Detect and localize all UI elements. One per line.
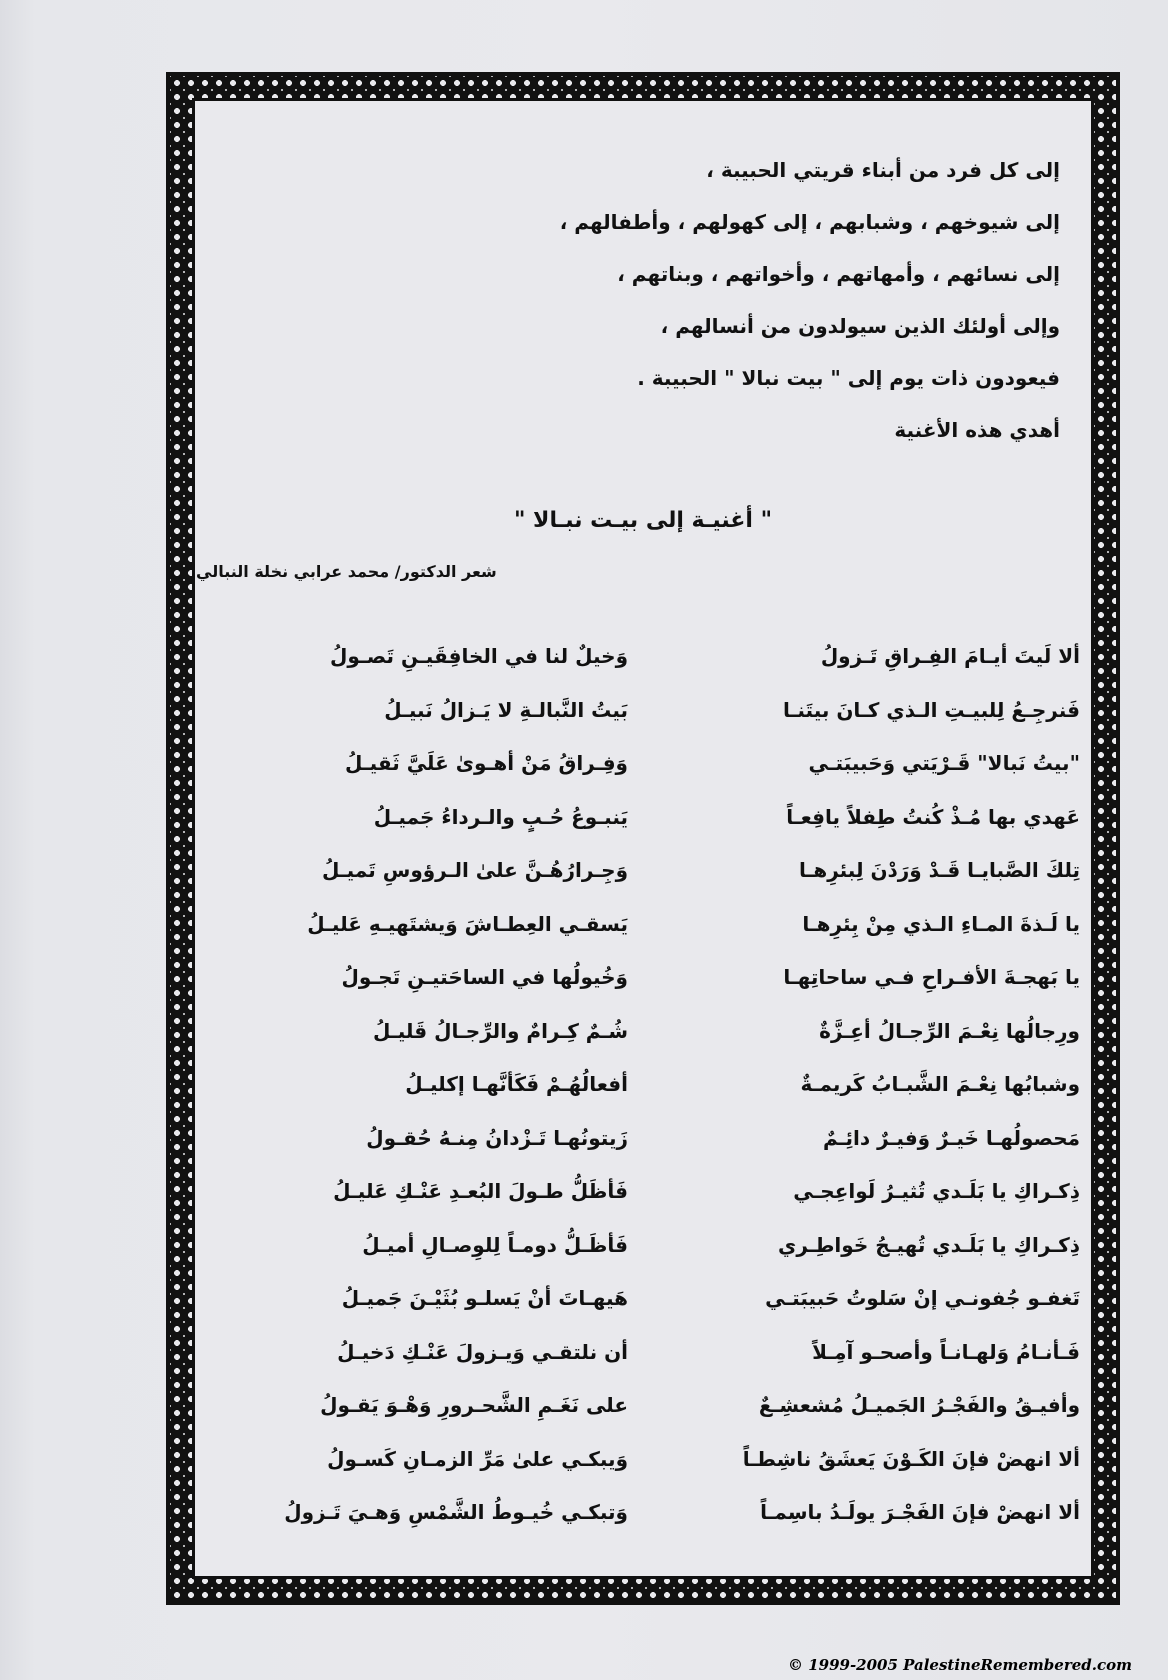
- verse-first-hemistich: فَـأنـامُ وَلهـانـاً وأصحـو آمِـلاً: [812, 1339, 1080, 1364]
- verse-second-hemistich: شُـمٌ كِـرامٌ والرِّجـالُ قَليـلُ: [373, 1018, 628, 1043]
- verse-first-hemistich: ورِجالُها نِعْـمَ الرِّجـالُ أعِـزَّةٌ: [819, 1018, 1080, 1043]
- verse-first-hemistich: عَهدي بها مُـذْ كُنتُ طِفلاً يافِعـاً: [786, 804, 1080, 829]
- verse-first-hemistich: ألا لَيتَ أيـامَ الفِـراقِ تَـزولُ: [820, 644, 1080, 668]
- verse-second-hemistich: وَجِـرارُهُـنَّ علىٰ الـرؤوسِ تَميـلُ: [321, 858, 628, 882]
- verse-second-hemistich: بَيتُ النَّبالـةِ لا يَـزالُ نَبيـلُ: [384, 697, 628, 722]
- verse-row: [196, 1165, 1090, 1219]
- verse-first-hemistich: ألا انهضْ فإنَ الكَـوْنَ يَعشَقُ ناشِطـاً: [742, 1446, 1080, 1471]
- verse-row: [196, 951, 1090, 1005]
- verse-second-hemistich: فَأظَـلُّ دومـاً لِلوِصـالِ أميـلُ: [362, 1232, 628, 1257]
- verse-first-hemistich: تِلكَ الصَّبايـا قَـدْ وَرَدْنَ لِبئرِهـا: [798, 858, 1080, 882]
- dedication-line: إلى كل فرد من أبناء قريتي الحبيبة ،: [706, 158, 1060, 182]
- verse-second-hemistich: وَخيلٌ لنا في الخافِقَيـنِ تَصـولُ: [330, 644, 628, 668]
- verse-row: [196, 844, 1090, 898]
- verse-second-hemistich: وَتبكـي خُيـوطُ الشَّمْسِ وَهـيَ تَـزولُ: [284, 1500, 628, 1524]
- verse-row: [196, 1486, 1090, 1540]
- verse-first-hemistich: وأفيـقُ والفَجْـرُ الجَميـلُ مُشعشِـعٌ: [758, 1393, 1080, 1417]
- verse-first-hemistich: ذِكـراكِ يا بَلَـدي تُهيـجُ خَواطِـري: [777, 1232, 1080, 1257]
- verse-row: [196, 1326, 1090, 1380]
- dedication-text: [360, 144, 1060, 456]
- dedication-line: وإلى أولئك الذين سيولدون من أنسالهم ،: [660, 314, 1060, 338]
- verse-second-hemistich: يَسقـي العِطـاشَ وَيشتَهيـهِ عَليـلُ: [307, 911, 628, 936]
- verse-first-hemistich: "بيتُ نَبالا" قَـرْيَتي وَحَبيبَتـي: [808, 751, 1080, 775]
- dedication-line: إلى نسائهم ، وأمهاتهم ، وأخواتهم ، وبناتهم ،: [617, 262, 1060, 286]
- poem-title: " أغنيـة إلى بيـت نبـالا ": [513, 508, 773, 533]
- verse-second-hemistich: أن نلتقـي وَيـزولَ عَنْـكِ دَخيـلُ: [337, 1339, 628, 1364]
- verse-second-hemistich: هَيهـاتَ أنْ يَسلـو بُثَيْـنَ جَميـلُ: [341, 1286, 628, 1310]
- verse-row: [196, 898, 1090, 952]
- verse-second-hemistich: على نَغَـمِ الشَّحـرورِ وَهْـوَ يَقـولُ: [320, 1393, 628, 1417]
- poem-author: [196, 562, 1026, 581]
- verse-row: [196, 1219, 1090, 1273]
- verse-second-hemistich: وَفِـراقُ مَنْ أهـوىٰ عَلَيَّ ثَقيـلُ: [344, 751, 628, 775]
- verse-first-hemistich: وشبابُها نِعْـمَ الشَّبـابُ كَريمـةٌ: [800, 1072, 1080, 1096]
- poem-author-text: شعر الدكتور/ محمد عرابي نخلة النبالي: [196, 562, 497, 581]
- poem-verses: [196, 630, 1090, 1540]
- verse-row: [196, 1379, 1090, 1433]
- verse-row: [196, 684, 1090, 738]
- dedication-line: فيعودون ذات يوم إلى " بيت نبالا " الحبيبة .: [637, 366, 1060, 390]
- copyright-notice: © 1999-2005 PalestineRemembered.com: [787, 1656, 1132, 1674]
- verse-first-hemistich: فَنرجِـعُ لِلبيـتِ الـذي كـانَ بيتَنـا: [783, 697, 1080, 722]
- dedication-line: أهدي هذه الأغنية: [894, 418, 1060, 442]
- dedication-line: إلى شيوخهم ، وشبابهم ، إلى كهولهم ، وأطفالهم ،: [559, 210, 1060, 234]
- verse-row: [196, 630, 1090, 684]
- verse-row: [196, 1433, 1090, 1487]
- verse-second-hemistich: زَيتونُهـا تَـزْدانُ مِنـهُ حُقـولُ: [366, 1125, 628, 1150]
- verse-row: [196, 737, 1090, 791]
- verse-second-hemistich: وَخُيولُها في الساحَتيـنِ تَجـولُ: [341, 965, 628, 989]
- verse-row: [196, 1058, 1090, 1112]
- page-content: [196, 100, 1090, 1577]
- verse-row: [196, 1005, 1090, 1059]
- verse-first-hemistich: تَغفـو جُفونـي إنْ سَلوتُ حَبيبَتـي: [765, 1286, 1080, 1310]
- verse-first-hemistich: ذِكـراكِ يا بَلَـدي تُثيـرُ لَواعِجـي: [793, 1179, 1080, 1203]
- verse-first-hemistich: يا بَهجـةَ الأفـراحِ فـي ساحاتِهـا: [783, 965, 1080, 989]
- verse-second-hemistich: وَيبكـي علىٰ مَرِّ الزمـانِ كَسـولُ: [327, 1446, 628, 1471]
- verse-second-hemistich: فَأظَلُّ طـولَ البُعـدِ عَنْـكِ عَليـلُ: [333, 1179, 628, 1203]
- verse-first-hemistich: مَحصولُهـا خَيـرٌ وَفيـرٌ دائِـمٌ: [823, 1125, 1080, 1150]
- verse-row: [196, 1272, 1090, 1326]
- verse-second-hemistich: يَنبـوعُ حُـبٍ والـرداءُ جَميـلُ: [373, 804, 628, 829]
- verse-first-hemistich: يا لَـذةَ المـاءِ الـذي مِنْ بِئرِهـا: [802, 911, 1080, 936]
- verse-first-hemistich: ألا انهضْ فإنَ الفَجْـرَ يولَـدُ باسِمـاً: [760, 1500, 1080, 1524]
- verse-row: [196, 1112, 1090, 1166]
- verse-row: [196, 791, 1090, 845]
- verse-second-hemistich: أفعالُهُـمْ فَكَأنَّهـا إكليـلُ: [405, 1072, 628, 1096]
